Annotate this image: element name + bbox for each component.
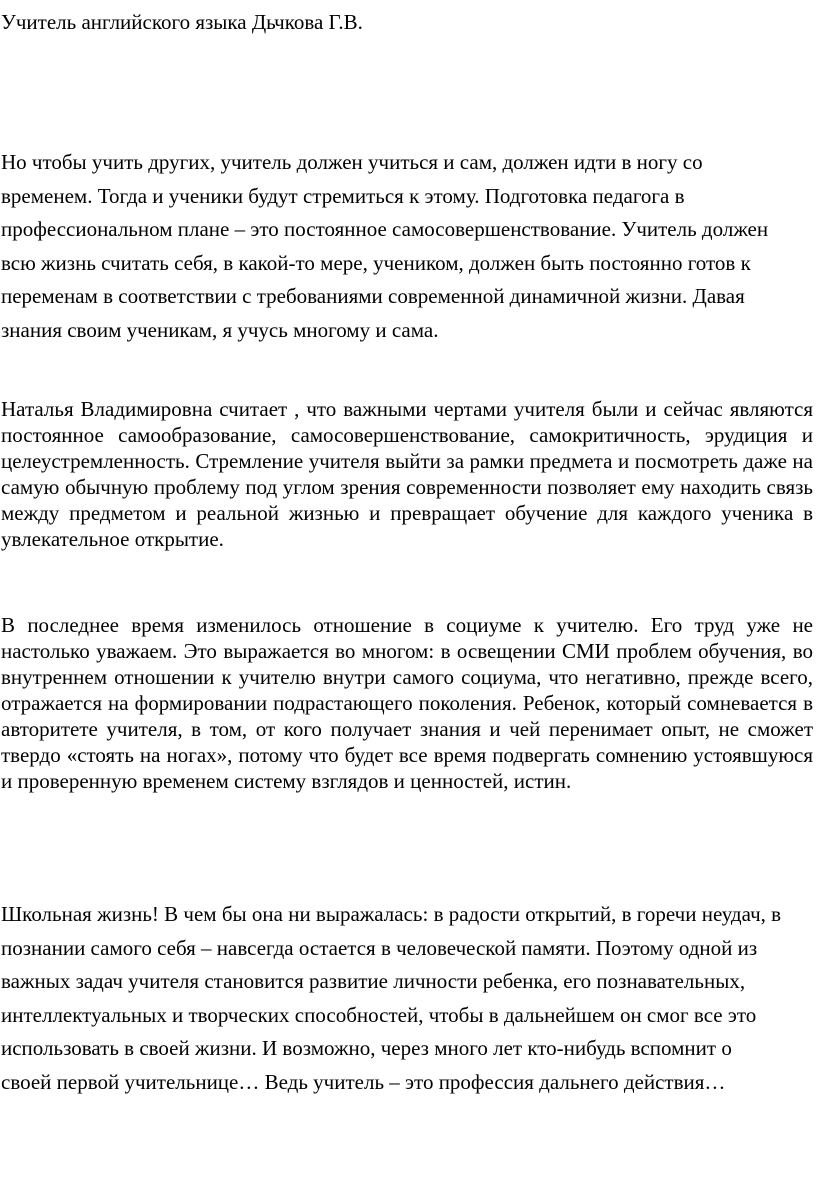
author-header: Учитель английского языка Дьчкова Г.В.: [1, 10, 363, 34]
paragraph-teacher-qualities: Наталья Владимировна считает , что важными чертами учителя были и сейчас являются постоянное самообразование, самосовершенствование, самокритичность, эрудиция и целеустремленность. Стремление учителя выйти за рамки предмета и посмотреть даже на самую обычную проблему под углом зрения современности позволяет ему находить связь между предметом и реальной жизнью и превращает обучение для каждого ученика в увлекательное открытие.: [1, 397, 813, 551]
paragraph-school-life: Школьная жизнь! В чем бы она ни выражалась: в радости открытий, в горечи неудач, в познании самого себя – навсегда остается в человеческой памяти. Поэтому одной из важных задач учителя становится развитие личности ребенка, его познавательных, интеллектуальных и творческих способностей, чтобы в дальнейшем он смог все это использовать в своей жизни. И возможно, через много лет кто-нибудь вспомнит о своей первой учительнице… Ведь учитель – это профессия дальнего действия…: [1, 902, 782, 1094]
paragraph-society-attitude: В последнее время изменилось отношение в социуме к учителю. Его труд уже не настолько уважаем. Это выражается во многом: в освещении СМИ проблем обучения, во внутреннем отношении к учителю внутри самого социума, что негативно, прежде всего, отражается на формировании подрастающего поколения. Ребенок, который сомневается в авторитете учителя, в том, от кого получает знания и чей перенимает опыт, не сможет твердо «стоять на ногах», потому что будет все время подвергать сомнению устоявшуюся и проверенную временем систему взглядов и ценностей, истин.: [1, 613, 813, 793]
paragraph-teacher-self-education: Но чтобы учить других, учитель должен учиться и сам, должен идти в ногу со временем. Тогда и ученики будут стремиться к этому. Подготовка педагога в профессиональном плане – это постоянное самосовершенствование. Учитель должен всю жизнь считать себя, в какой-то мере, учеником, должен быть постоянно готов к переменам в соответствии с требованиями современной динамичной жизни. Давая знания своим ученикам, я учусь многому и сама.: [1, 150, 769, 342]
